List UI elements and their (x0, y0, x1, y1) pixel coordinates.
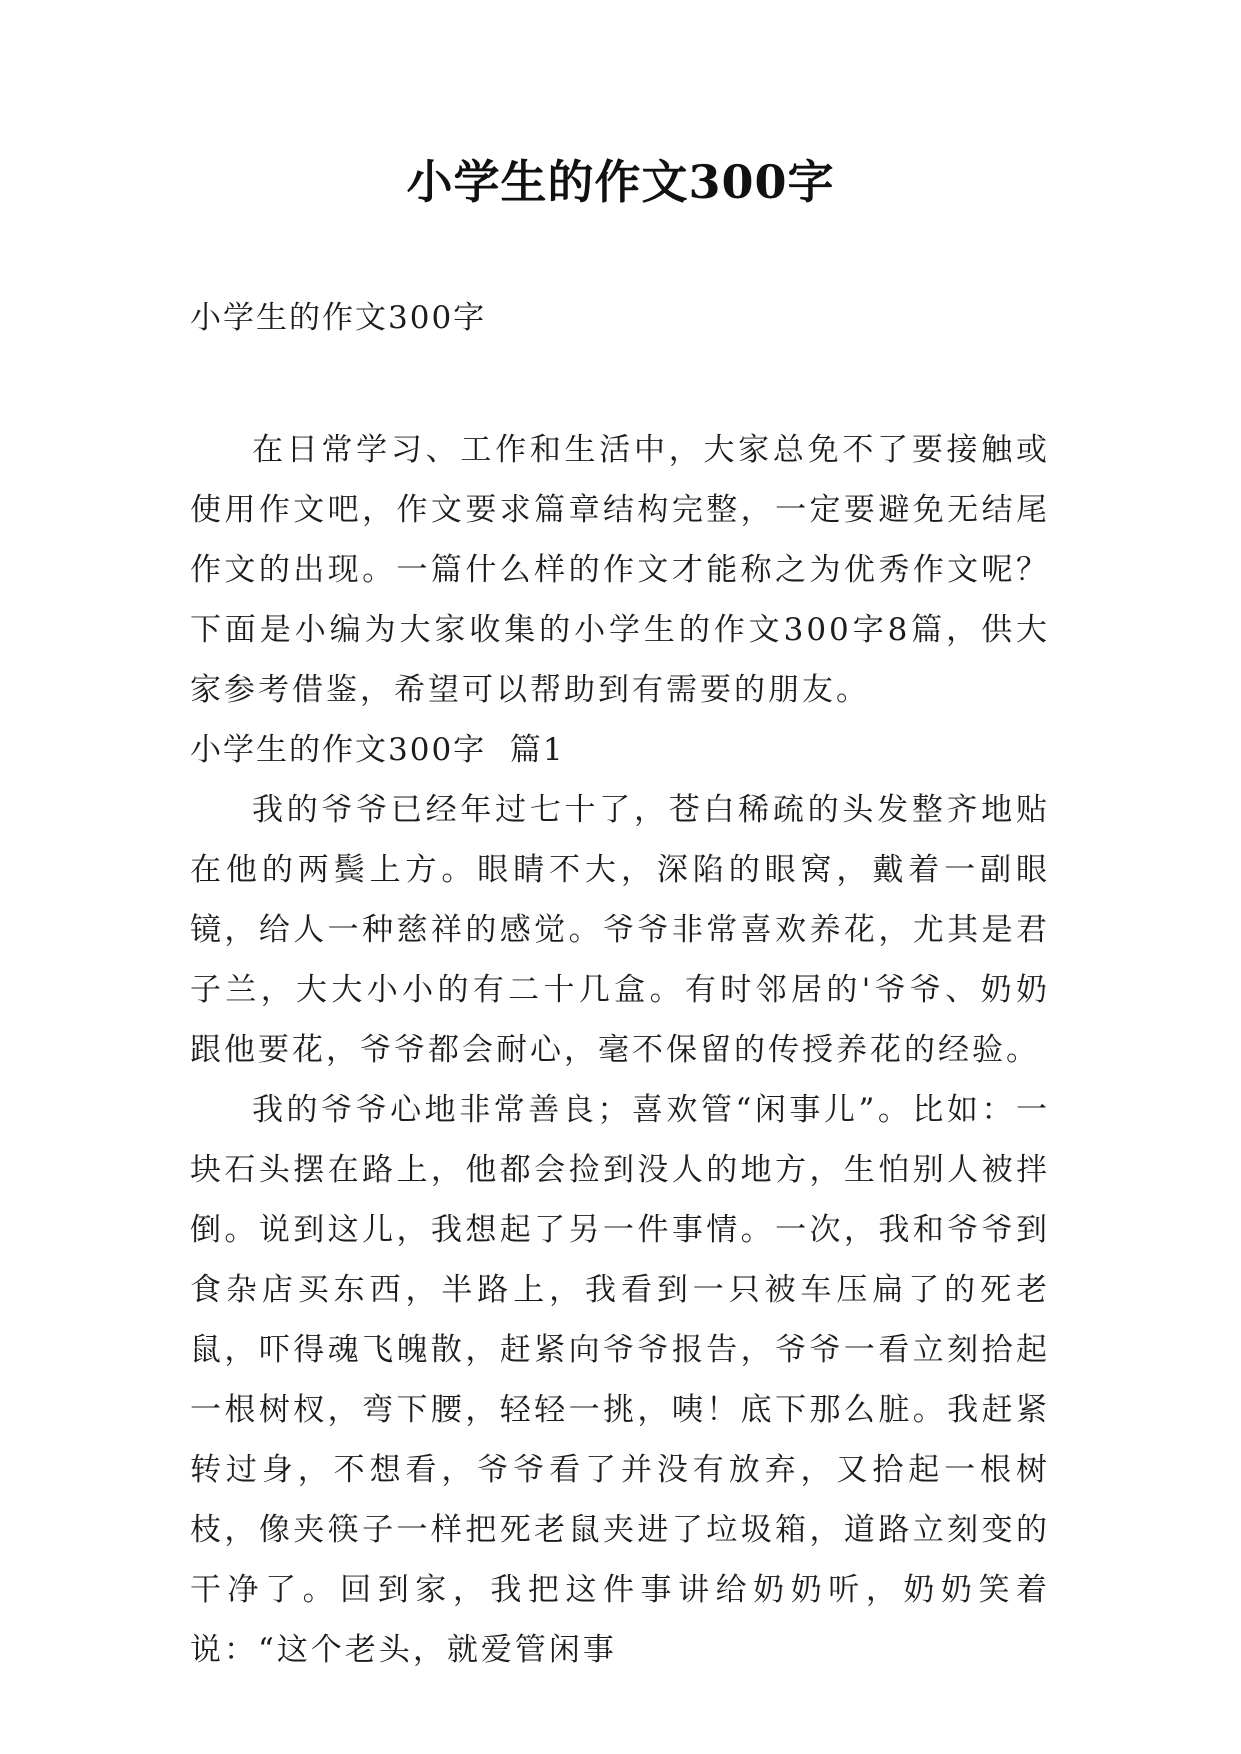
section-paragraph: 我的爷爷心地非常善良；喜欢管“闲事儿”。比如：一块石头摆在路上，他都会捡到没人的地方，生怕别人被拌倒。说到这儿，我想起了另一件事情。一次，我和爷爷到食杂店买东西，半路上，我看到一只被车压扁了的死老鼠，吓得魂飞魄散，赶紧向爷爷报告，爷爷一看立刻拾起一根树杈，弯下腰，轻轻一挑，咦！底下那么脏。我赶紧转过身，不想看，爷爷看了并没有放弃，又拾起一根树枝，像夹筷子一样把死老鼠夹进了垃圾箱，道路立刻变的干净了。回到家，我把这件事讲给奶奶听，奶奶笑着说：“这个老头，就爱管闲事 (190, 1092, 1050, 1668)
spacer (190, 348, 1050, 420)
section-heading: 小学生的作文300字 篇1 (190, 732, 565, 768)
document-title: 小学生的作文300字 (406, 155, 835, 209)
document-body (190, 288, 1050, 1680)
document-subtitle: 小学生的作文300字 (190, 300, 487, 336)
section-paragraph: 我的爷爷已经年过七十了，苍白稀疏的头发整齐地贴在他的两鬓上方。眼睛不大，深陷的眼窝，戴着一副眼镜，给人一种慈祥的感觉。爷爷非常喜欢养花，尤其是君子兰，大大小小的有二十几盒。有时邻居的'爷爷、奶奶跟他要花，爷爷都会耐心，毫不保留的传授养花的经验。 (190, 792, 1050, 1068)
intro-paragraph: 在日常学习、工作和生活中，大家总免不了要接触或使用作文吧，作文要求篇章结构完整，一定要避免无结尾作文的出现。一篇什么样的作文才能称之为优秀作文呢？下面是小编为大家收集的小学生的作文300字8篇，供大家参考借鉴，希望可以帮助到有需要的朋友。 (190, 432, 1050, 708)
